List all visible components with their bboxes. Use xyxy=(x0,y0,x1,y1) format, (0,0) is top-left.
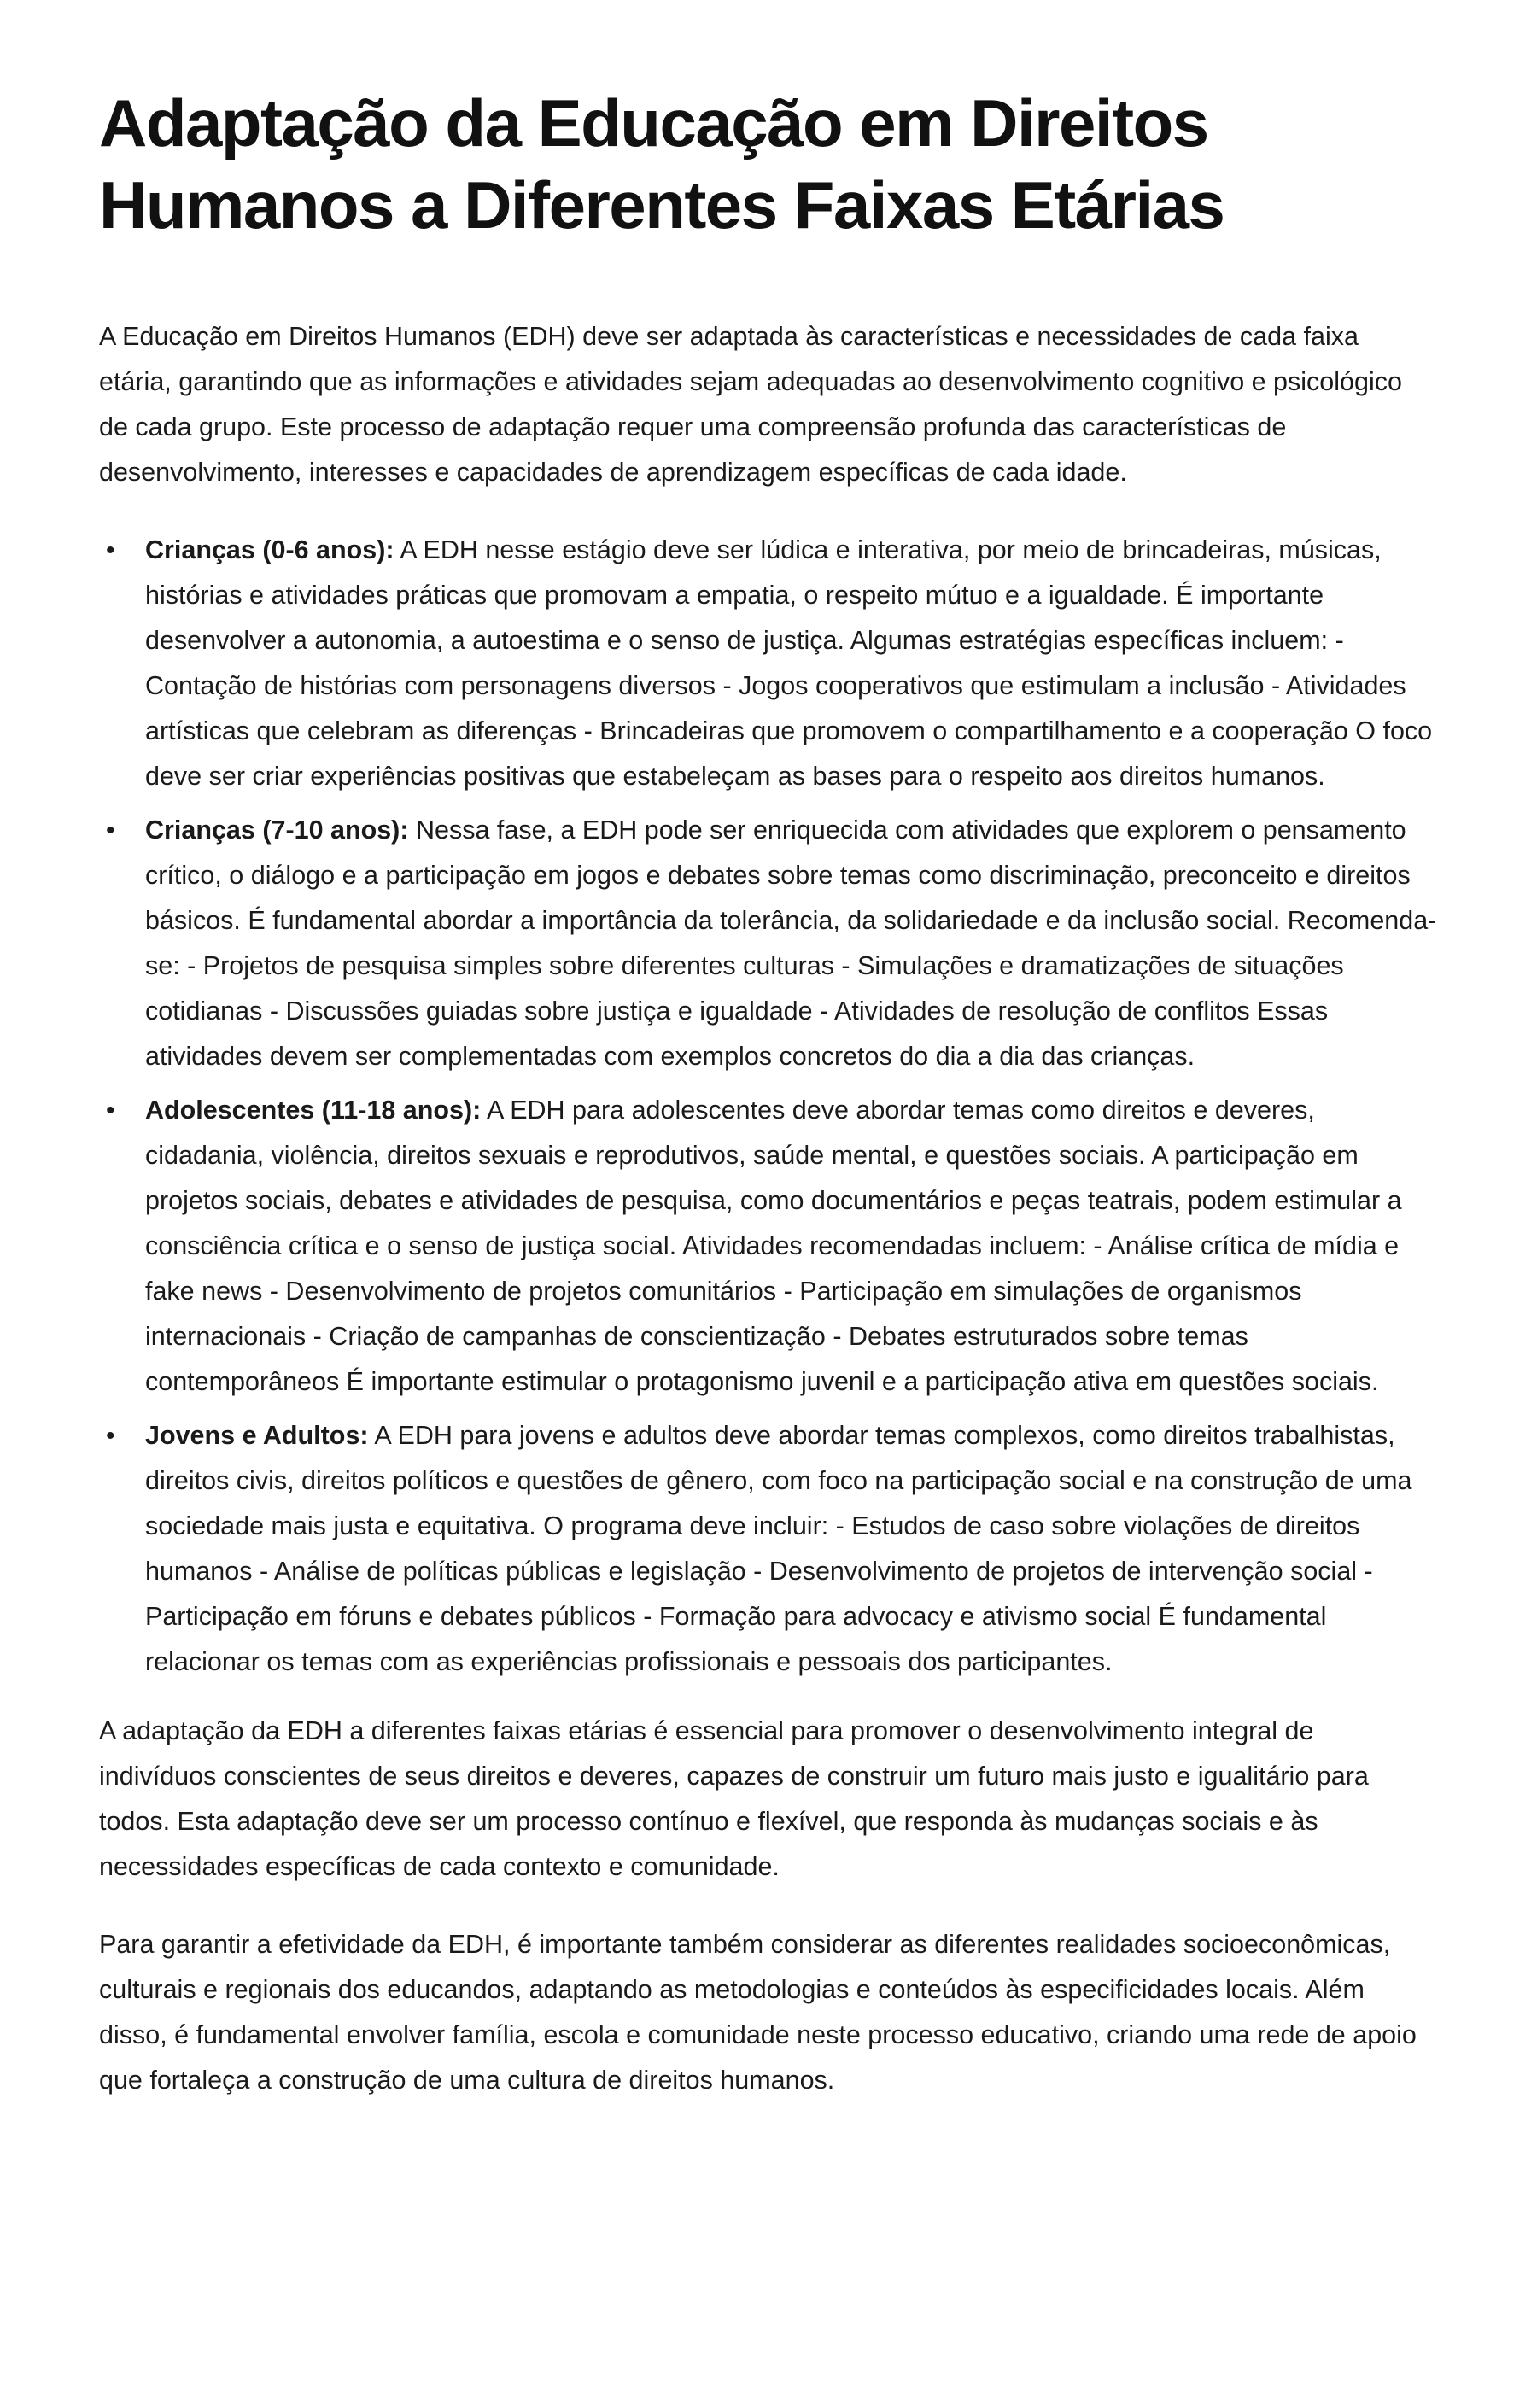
list-item xyxy=(99,1088,1438,1405)
page-title: Adaptação da Educação em Direitos Humanos a Diferentes Faixas Etárias xyxy=(99,85,1224,243)
intro-paragraph: A Educação em Direitos Humanos (EDH) deve ser adaptada às características e necessidades de cada faixa etária, garantindo que as informações e atividades sejam adequadas ao desenvolvimento cognitivo e psicológico de cada grupo. Este processo de adaptação requer uma compreensão profunda das características de desenvolvimento, interesses e capacidades de aprendizagem específicas de cada idade. xyxy=(99,322,1402,487)
closing-paragraph: A adaptação da EDH a diferentes faixas etárias é essencial para promover o desenvolvimento integral de indivíduos conscientes de seus direitos e deveres, capazes de construir um futuro mais justo e igualitário para todos. Esta adaptação deve ser um processo contínuo e flexível, que responda às mudanças sociais e às necessidades específicas de cada contexto e comunidade. xyxy=(99,1716,1369,1881)
list-item-label: Jovens e Adultos: xyxy=(145,1421,369,1450)
list-item xyxy=(99,808,1438,1079)
list-item-label: Adolescentes (11-18 anos): xyxy=(145,1096,482,1125)
list-item-label: Crianças (7-10 anos): xyxy=(145,815,409,845)
bullet-icon: • xyxy=(106,1422,115,1450)
list-item-text: A EDH nesse estágio deve ser lúdica e interativa, por meio de brincadeiras, músicas, histórias e atividades práticas que promovam a empatia, o respeito mútuo e a igualdade. É importante desenvolver a autonomia, a autoestima e o senso de justiça. Algumas estratégias específicas incluem: - Contação de histórias com personagens diversos - Jogos cooperativos que estimulam a inclusão - Atividades artísticas que celebram as diferenças - Brincadeiras que promovem o compartilhamento e a cooperação O foco deve ser criar experiências positivas que estabeleçam as bases para o respeito aos direitos humanos. xyxy=(145,535,1433,791)
bullet-icon: • xyxy=(106,1096,115,1125)
list-item-label: Crianças (0-6 anos): xyxy=(145,535,394,564)
age-group-list xyxy=(99,528,1438,1685)
list-item-text: A EDH para adolescentes deve abordar temas como direitos e deveres, cidadania, violência, direitos sexuais e reprodutivos, saúde mental, e questões sociais. A participação em projetos sociais, debates e atividades de pesquisa, como documentários e peças teatrais, podem estimular a consciência crítica e o senso de justiça social. Atividades recomendadas incluem: - Análise crítica de mídia e fake news - Desenvolvimento de projetos comunitários - Participação em simulações de organismos internacionais - Criação de campanhas de conscientização - Debates estruturados sobre temas contemporâneos É importante estimular o protagonismo juvenil e a participação ativa em questões sociais. xyxy=(145,1096,1402,1396)
final-paragraph: Para garantir a efetividade da EDH, é importante também considerar as diferentes realidades socioeconômicas, culturais e regionais dos educandos, adaptando as metodologias e conteúdos às especificidades locais. Além disso, é fundamental envolver família, escola e comunidade neste processo educativo, criando uma rede de apoio que fortaleça a construção de uma cultura de direitos humanos. xyxy=(99,1930,1417,2095)
bullet-icon: • xyxy=(106,536,115,564)
list-item-text: A EDH para jovens e adultos deve abordar temas complexos, como direitos trabalhistas, direitos civis, direitos políticos e questões de gênero, com foco na participação social e na construção de uma sociedade mais justa e equitativa. O programa deve incluir: - Estudos de caso sobre violações de direitos humanos - Análise de políticas públicas e legislação - Desenvolvimento de projetos de intervenção social - Participação em fóruns e debates públicos - Formação para advocacy e ativismo social É fundamental relacionar os temas com as experiências profissionais e pessoais dos participantes. xyxy=(145,1421,1412,1676)
list-item xyxy=(99,1413,1438,1685)
list-item xyxy=(99,528,1438,799)
list-item-text: Nessa fase, a EDH pode ser enriquecida com atividades que explorem o pensamento crítico, o diálogo e a participação em jogos e debates sobre temas como discriminação, preconceito e direitos básicos. É fundamental abordar a importância da tolerância, da solidariedade e da inclusão social. Recomenda-se: - Projetos de pesquisa simples sobre diferentes culturas - Simulações e dramatizações de situações cotidianas - Discussões guiadas sobre justiça e igualdade - Atividades de resolução de conflitos Essas atividades devem ser complementadas com exemplos concretos do dia a dia das crianças. xyxy=(145,815,1437,1071)
bullet-icon: • xyxy=(106,816,115,845)
